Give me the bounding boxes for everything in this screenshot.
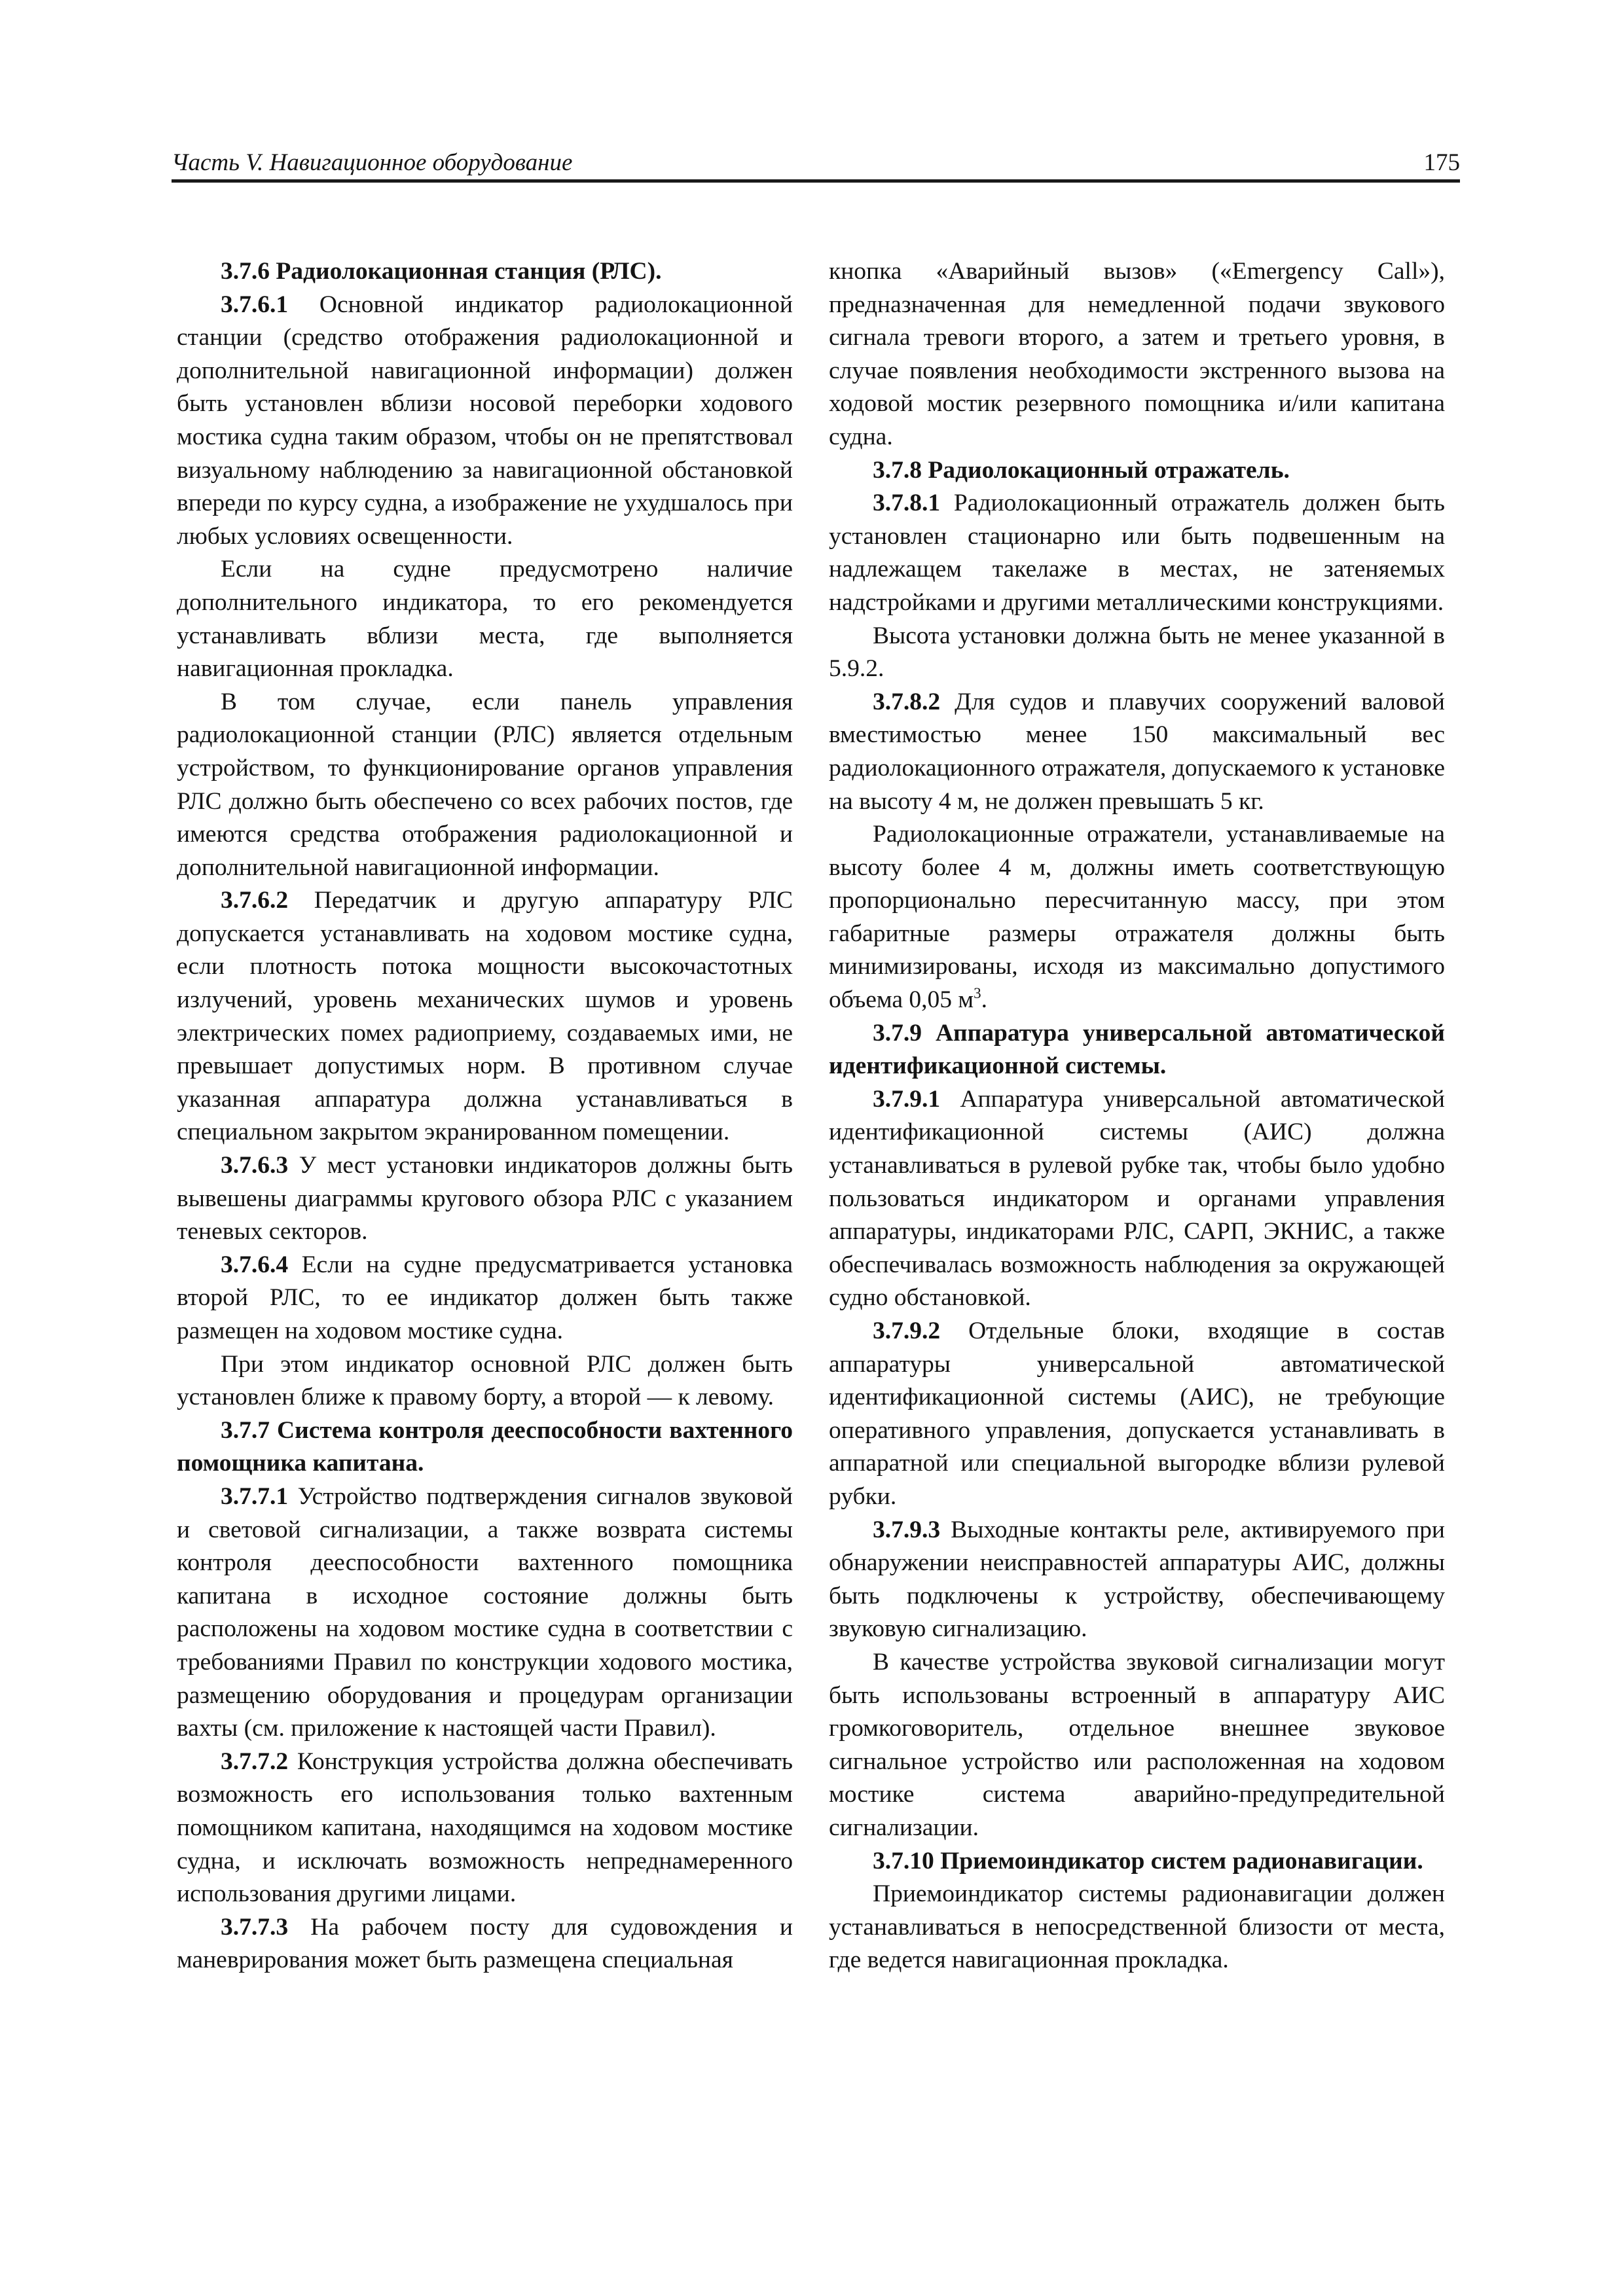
- paragraph-3-7-6-4: [177, 1249, 793, 1348]
- paragraph-text: Выходные контакты реле, активируемого при обнаружении неисправностей аппаратуры АИС, должны быть подключены к устройству, обеспечивающему звуковую сигнализацию.: [829, 1516, 1445, 1643]
- heading-3-7-8: 3.7.8 Радиолокационный отражатель.: [873, 456, 1290, 484]
- clause-number: 3.7.9.1: [873, 1085, 941, 1113]
- clause-number: 3.7.6.4: [221, 1251, 289, 1278]
- left-column: [177, 255, 793, 1977]
- clause-number: 3.7.6.2: [221, 887, 289, 914]
- paragraph-3-7-7-3: [177, 1911, 793, 1977]
- paragraph-text: Отдельные блоки, входящие в состав аппаратуры универсальной автоматической идентификационной системы (АИС), не требующие оперативного управления, допускается устанавливать в аппаратной или специальной выгородке вблизи рулевой рубки.: [829, 1318, 1445, 1510]
- heading-3-7-7: 3.7.7 Система контроля дееспособности вахтенного помощника капитана.: [177, 1416, 793, 1477]
- clause-number: 3.7.8.2: [873, 688, 941, 715]
- paragraph-text: Радиолокационный отражатель должен быть установлен стационарно или быть подвешенным на надлежащем такелаже в местах, не затеняемых надстройками и другими металлическими конструкциями.: [829, 490, 1445, 616]
- clause-number: 3.7.6.3: [221, 1152, 289, 1179]
- clause-number: 3.7.9.3: [873, 1516, 941, 1543]
- paragraph-installation-height: Высота установки должна быть не менее указанной в 5.9.2.: [829, 622, 1445, 683]
- heading-3-7-6: 3.7.6 Радиолокационная станция (РЛС).: [221, 258, 662, 285]
- paragraph-sound-signalling: В качестве устройства звуковой сигнализации могут быть использованы встроенный в аппаратуру АИС громкоговоритель, отдельное внешнее звуковое сигнальное устройство или расположенная на ходовом мостике система аварийно-предупредительной сигнализации.: [829, 1648, 1445, 1841]
- paragraph-3-7-9-1: [829, 1083, 1445, 1315]
- paragraph-text: У мест установки индикаторов должны быть вывешены диаграммы кругового обзора РЛС с указанием теневых секторов.: [177, 1152, 793, 1246]
- paragraph-text: Радиолокационные отражатели, устанавливаемые на высоту более 4 м, должны иметь соответствующую пропорционально пересчитанную массу, при этом габаритные размеры отражателя должны быть минимизированы, исходя из максимально допустимого объема 0,05 м: [829, 821, 1445, 1014]
- paragraph-3-7-6-2: [177, 884, 793, 1149]
- clause-number: 3.7.9.2: [873, 1318, 941, 1344]
- clause-number: 3.7.6.1: [221, 291, 289, 318]
- paragraph-text: На рабочем посту для судовождения и маневрирования может быть размещена специальная: [177, 1913, 793, 1974]
- heading-3-7-10: 3.7.10 Приемоиндикатор систем радионавигации.: [873, 1847, 1423, 1874]
- clause-number: 3.7.7.3: [221, 1913, 289, 1941]
- paragraph-3-7-7-2: [177, 1746, 793, 1911]
- paragraph-text: Основной индикатор радиолокационной станции (средство отображения радиолокационной и дополнительной навигационной информации) должен быть установлен вблизи носовой переборки ходового мостика судна таким образом, чтобы он не препятствовал визуальному наблюдению за навигационной обстановкой впереди по курсу судна, а изображение не ухудшалось при любых условиях освещенности.: [177, 291, 793, 550]
- paragraph-text: Устройство подтверждения сигналов звуковой и световой сигнализации, а также возврата системы контроля дееспособности вахтенного помощника капитана в исходное состояние должны быть расположены на ходовом мостике судна в соответствии с требованиями Правил по конструкции ходового мостика, размещению оборудования и процедурам организации вахты (см. приложение к настоящей части Правил).: [177, 1482, 793, 1742]
- superscript: 3: [974, 985, 981, 1002]
- paragraph-control-panel: В том случае, если панель управления радиолокационной станции (РЛС) является отдельным устройством, то функционирование органов управления РЛС должно быть обеспечено со всех рабочих постов, где имеются средства отображения радиолокационной и дополнительной навигационной информации.: [177, 688, 793, 881]
- paragraph-text: Если на судне предусматривается установка второй РЛС, то ее индикатор должен быть также размещен на ходовом мостике судна.: [177, 1251, 793, 1344]
- clause-number: 3.7.7.1: [221, 1482, 289, 1510]
- paragraph-main-indicator: При этом индикатор основной РЛС должен быть установлен ближе к правому борту, а второй — к левому.: [177, 1350, 793, 1411]
- paragraph-3-7-7-3-continued: кнопка «Аварийный вызов» («Emergency Call»), предназначенная для немедленной подачи звукового сигнала тревоги второго, а затем и третьего уровня, в случае появления необходимости экстренного вызова на ходовой мостик резервного помощника и/или капитана судна.: [829, 258, 1445, 450]
- paragraph-text: Конструкция устройства должна обеспечивать возможность его использования только вахтенным помощником капитана, находящимся на ходовом мостике судна, и исключать возможность непреднамеренного использования другими лицами.: [177, 1748, 793, 1908]
- paragraph-receiver: Приемоиндикатор системы радионавигации должен устанавливаться в непосредственной близости от места, где ведется навигационная прокладка.: [829, 1880, 1445, 1974]
- paragraph-3-7-8-2: [829, 686, 1445, 818]
- clause-number: 3.7.8.1: [873, 490, 941, 517]
- header-title: Часть V. Навигационное оборудование: [172, 149, 573, 176]
- paragraph-3-7-6-3: [177, 1149, 793, 1249]
- page-number: 175: [1423, 149, 1460, 176]
- paragraph-3-7-8-1: [829, 487, 1445, 619]
- paragraph-extra-indicator: Если на судне предусмотрено наличие дополнительного индикатора, то его рекомендуется устанавливать вблизи места, где выполняется навигационная прокладка.: [177, 556, 793, 683]
- clause-number: 3.7.7.2: [221, 1748, 289, 1775]
- paragraph-text: Для судов и плавучих сооружений валовой вместимостью менее 150 максимальный вес радиолокационного отражателя, допускаемого к установке на высоту 4 м, не должен превышать 5 кг.: [829, 688, 1445, 815]
- right-column: [829, 255, 1445, 1977]
- paragraph-reflectors: [829, 818, 1445, 1017]
- paragraph-3-7-9-2: [829, 1315, 1445, 1514]
- paragraph-3-7-7-1: [177, 1480, 793, 1746]
- heading-3-7-9: 3.7.9 Аппаратура универсальной автоматической идентификационной системы.: [829, 1019, 1445, 1080]
- running-header: [172, 143, 1460, 183]
- paragraph-end: .: [981, 986, 988, 1014]
- paragraph-3-7-9-3: [829, 1514, 1445, 1646]
- paragraph-text: Аппаратура универсальной автоматической идентификационной системы (АИС) должна устанавливаться в рулевой рубке так, чтобы было удобно пользоваться индикатором и органами управления аппаратуры, индикаторами РЛС, САРП, ЭКНИС, а также обеспечивалась возможность наблюдения за окружающей судно обстановкой.: [829, 1085, 1445, 1312]
- paragraph-3-7-6-1: [177, 289, 793, 554]
- paragraph-text: Передатчик и другую аппаратуру РЛС допускается устанавливать на ходовом мостике судна, если плотность потока мощности высокочастотных излучений, уровень механических шумов и уровень электрических помех радиоприему, создаваемых ими, не превышает допустимых норм. В противном случае указанная аппаратура должна устанавливаться в специальном закрытом экранированном помещении.: [177, 887, 793, 1146]
